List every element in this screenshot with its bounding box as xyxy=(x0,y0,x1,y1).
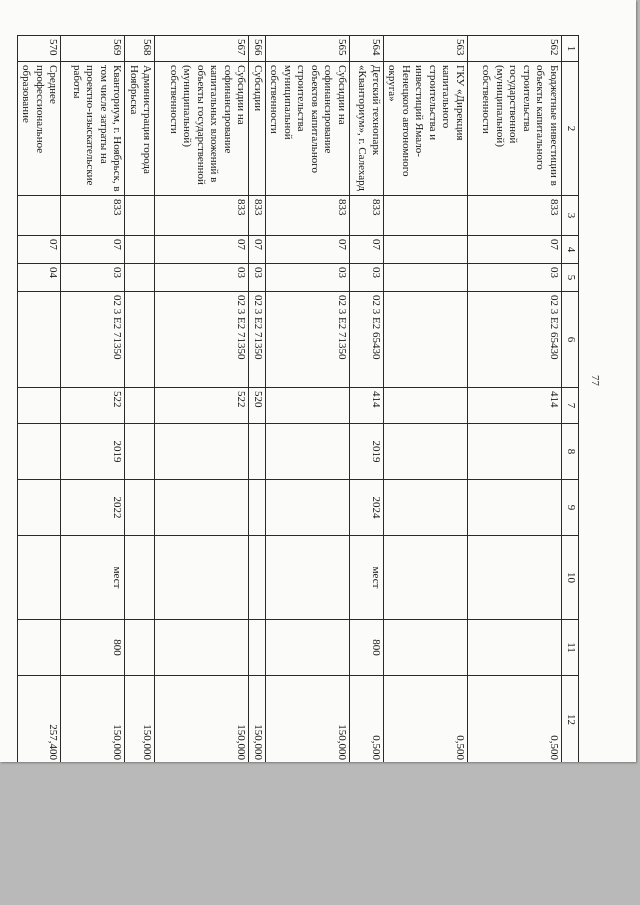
cell-name: Детский технопарк «Кванториум», г. Салехард xyxy=(350,62,384,196)
cell-ministry-code: 833 xyxy=(61,196,125,236)
cell-expense-type xyxy=(384,388,468,424)
cell-section: 07 xyxy=(61,236,125,264)
cell-capacity xyxy=(125,620,155,676)
cell-start-year xyxy=(468,424,562,480)
cell-row-number: 562 xyxy=(468,36,562,62)
cell-row-number: 569 xyxy=(61,36,125,62)
cell-expense-type: 522 xyxy=(155,388,249,424)
header-cell: 3 xyxy=(562,196,579,236)
cell-name: Субсидии xyxy=(249,62,266,196)
cell-end-year xyxy=(155,480,249,536)
table-row xyxy=(468,36,562,763)
cell-section: 07 xyxy=(350,236,384,264)
cell-section: 07 xyxy=(18,236,62,264)
cell-start-year xyxy=(384,424,468,480)
cell-row-number: 570 xyxy=(18,36,62,62)
cell-unit xyxy=(249,536,266,620)
cell-section: 07 xyxy=(249,236,266,264)
cell-subsection xyxy=(384,264,468,292)
cell-ministry-code: 833 xyxy=(155,196,249,236)
header-cell: 4 xyxy=(562,236,579,264)
header-cell: 11 xyxy=(562,620,579,676)
cell-ministry-code: 833 xyxy=(350,196,384,236)
cell-row-number: 566 xyxy=(249,36,266,62)
cell-row-number: 563 xyxy=(384,36,468,62)
cell-amount: 150,000 xyxy=(125,676,155,763)
cell-name: Кванториум, г. Ноябрьск, в том числе затраты на проектно-изыскательские работы xyxy=(61,62,125,196)
cell-name: ГКУ «Дирекция капитального строительства и инвестиций Ямало-Ненецкого автономного округа» xyxy=(384,62,468,196)
cell-name: Субсидии на софинансирование капитальных вложений в объекты государственной (муниципальной) собственности xyxy=(155,62,249,196)
cell-capacity xyxy=(384,620,468,676)
cell-unit: мест xyxy=(350,536,384,620)
cell-target-article: 02 3 E2 65430 xyxy=(468,292,562,388)
cell-capacity: 800 xyxy=(61,620,125,676)
table-row xyxy=(61,36,125,763)
header-row xyxy=(562,36,579,763)
header-cell: 5 xyxy=(562,264,579,292)
cell-capacity xyxy=(18,620,62,676)
cell-target-article xyxy=(18,292,62,388)
cell-start-year: 2019 xyxy=(61,424,125,480)
cell-ministry-code xyxy=(125,196,155,236)
cell-ministry-code: 833 xyxy=(468,196,562,236)
cell-unit xyxy=(18,536,62,620)
cell-target-article: 02 3 E2 71350 xyxy=(266,292,350,388)
cell-unit xyxy=(266,536,350,620)
cell-section: 07 xyxy=(155,236,249,264)
cell-start-year: 2019 xyxy=(350,424,384,480)
cell-target-article: 02 3 E2 65430 xyxy=(350,292,384,388)
header-cell: 7 xyxy=(562,388,579,424)
cell-start-year xyxy=(125,424,155,480)
cell-target-article xyxy=(384,292,468,388)
cell-capacity xyxy=(266,620,350,676)
cell-unit xyxy=(125,536,155,620)
cell-capacity xyxy=(249,620,266,676)
cell-section xyxy=(125,236,155,264)
cell-section xyxy=(384,236,468,264)
cell-subsection xyxy=(125,264,155,292)
cell-expense-type: 522 xyxy=(61,388,125,424)
table-row xyxy=(18,36,62,763)
table-row xyxy=(266,36,350,763)
cell-amount: 150,000 xyxy=(61,676,125,763)
cell-end-year xyxy=(266,480,350,536)
cell-ministry-code xyxy=(18,196,62,236)
cell-subsection: 03 xyxy=(61,264,125,292)
cell-start-year xyxy=(266,424,350,480)
cell-target-article: 02 3 E2 71350 xyxy=(61,292,125,388)
cell-capacity: 800 xyxy=(350,620,384,676)
cell-end-year xyxy=(249,480,266,536)
cell-target-article: 02 3 E2 71350 xyxy=(249,292,266,388)
cell-expense-type xyxy=(18,388,62,424)
cell-unit xyxy=(155,536,249,620)
cell-start-year xyxy=(18,424,62,480)
table-row xyxy=(384,36,468,763)
table-row xyxy=(125,36,155,763)
cell-name: Администрация города Ноябрьска xyxy=(125,62,155,196)
cell-expense-type xyxy=(125,388,155,424)
table-row xyxy=(249,36,266,763)
cell-subsection: 03 xyxy=(350,264,384,292)
budget-table xyxy=(17,35,579,762)
cell-target-article: 02 3 E2 71350 xyxy=(155,292,249,388)
cell-row-number: 568 xyxy=(125,36,155,62)
cell-section: 07 xyxy=(266,236,350,264)
table-row xyxy=(155,36,249,763)
cell-subsection: 03 xyxy=(468,264,562,292)
header-cell: 2 xyxy=(562,62,579,196)
cell-end-year xyxy=(468,480,562,536)
cell-expense-type xyxy=(266,388,350,424)
cell-amount: 150,000 xyxy=(155,676,249,763)
header-cell: 12 xyxy=(562,676,579,763)
cell-amount: 0,500 xyxy=(350,676,384,763)
cell-row-number: 567 xyxy=(155,36,249,62)
cell-amount: 150,000 xyxy=(249,676,266,763)
cell-expense-type: 520 xyxy=(249,388,266,424)
cell-subsection: 03 xyxy=(249,264,266,292)
cell-ministry-code xyxy=(384,196,468,236)
cell-ministry-code: 833 xyxy=(249,196,266,236)
cell-start-year xyxy=(155,424,249,480)
cell-amount: 0,500 xyxy=(384,676,468,763)
cell-end-year: 2022 xyxy=(61,480,125,536)
cell-expense-type: 414 xyxy=(350,388,384,424)
cell-name: Бюджетные инвестиции в объекты капитального строительства государственной (муниципальной) собственности xyxy=(468,62,562,196)
cell-capacity xyxy=(155,620,249,676)
cell-end-year xyxy=(125,480,155,536)
header-cell: 10 xyxy=(562,536,579,620)
cell-subsection: 03 xyxy=(155,264,249,292)
cell-amount: 150,000 xyxy=(266,676,350,763)
cell-end-year xyxy=(384,480,468,536)
cell-target-article xyxy=(125,292,155,388)
header-cell: 1 xyxy=(562,36,579,62)
cell-amount: 0,500 xyxy=(468,676,562,763)
cell-subsection: 03 xyxy=(266,264,350,292)
cell-section: 07 xyxy=(468,236,562,264)
cell-unit: мест xyxy=(61,536,125,620)
page-number: 77 xyxy=(589,375,601,386)
header-cell: 6 xyxy=(562,292,579,388)
cell-start-year xyxy=(249,424,266,480)
cell-amount: 257,400 xyxy=(18,676,62,763)
header-cell: 9 xyxy=(562,480,579,536)
cell-ministry-code: 833 xyxy=(266,196,350,236)
cell-capacity xyxy=(468,620,562,676)
cell-row-number: 565 xyxy=(266,36,350,62)
cell-expense-type: 414 xyxy=(468,388,562,424)
header-cell: 8 xyxy=(562,424,579,480)
cell-subsection: 04 xyxy=(18,264,62,292)
cell-unit xyxy=(468,536,562,620)
cell-end-year xyxy=(18,480,62,536)
table-row xyxy=(350,36,384,763)
cell-end-year: 2024 xyxy=(350,480,384,536)
cell-row-number: 564 xyxy=(350,36,384,62)
cell-unit xyxy=(384,536,468,620)
rotated-table-area xyxy=(20,35,579,762)
cell-name: Среднее профессиональное образование xyxy=(18,62,62,196)
cell-name: Субсидии на софинансирование объектов капитального строительства муниципальной собственности xyxy=(266,62,350,196)
